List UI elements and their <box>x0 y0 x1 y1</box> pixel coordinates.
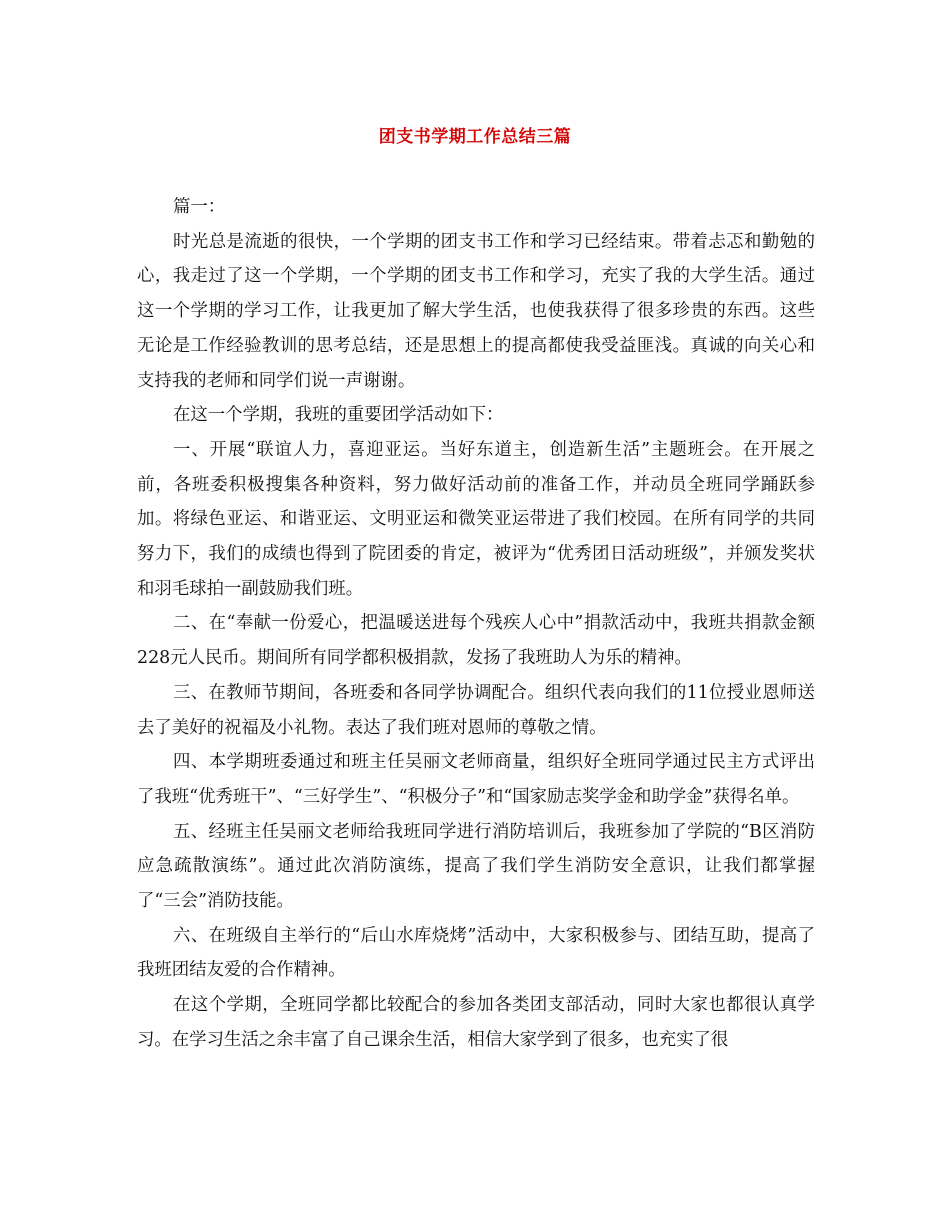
paragraph: 时光总是流逝的很快，一个学期的团支书工作和学习已经结束。带着忐忑和勤勉的心，我走过了这一个学期，一个学期的团支书工作和学习，充实了我的大学生活。通过这一个学期的学习工作，让我更加了解大学生活，也使我获得了很多珍贵的东西。这些无论是工作经验教训的思考总结，还是思想上的提高都使我受益匪浅。真诚的向关心和支持我的老师和同学们说一声谢谢。 <box>137 231 815 391</box>
document-body <box>137 190 815 1058</box>
paragraph: 二、在“奉献一份爱心，把温暖送进每个残疾人心中”捐款活动中，我班共捐款金额228元人民币。期间所有同学都积极捐款，发扬了我班助人为乐的精神。 <box>137 613 815 669</box>
paragraph: 一、开展“联谊人力，喜迎亚运。当好东道主，创造新生活”主题班会。在开展之前，各班委积极搜集各种资料，努力做好活动前的准备工作，并动员全班同学踊跃参加。将绿色亚运、和谐亚运、文明亚运和微笑亚运带进了我们校园。在所有同学的共同努力下，我们的成绩也得到了院团委的肯定，被评为“优秀团日活动班级”，并颁发奖状和羽毛球拍一副鼓励我们班。 <box>137 439 815 599</box>
document-title: 团支书学期工作总结三篇 <box>378 127 572 147</box>
paragraph: 在这一个学期，我班的重要团学活动如下： <box>173 405 504 426</box>
paragraph: 六、在班级自主举行的“后山水库烧烤”活动中，大家积极参与、团结互助，提高了我班团结友爱的合作精神。 <box>137 925 815 981</box>
paragraph: 在这个学期，全班同学都比较配合的参加各类团支部活动，同时大家也都很认真学习。在学习生活之余丰富了自己课余生活，相信大家学到了很多，也充实了很 <box>137 995 815 1050</box>
paragraph: 篇一： <box>173 197 226 217</box>
paragraph: 四、本学期班委通过和班主任吴丽文老师商量，组织好全班同学通过民主方式评出了我班“优秀班干”、“三好学生”、“积极分子”和“国家励志奖学金和助学金”获得名单。 <box>137 752 815 807</box>
paragraph: 五、经班主任吴丽文老师给我班同学进行消防培训后，我班参加了学院的“B区消防应急疏散演练”。通过此次消防演练，提高了我们学生消防安全意识，让我们都掌握了“三会”消防技能。 <box>137 821 815 912</box>
paragraph: 三、在教师节期间，各班委和各同学协调配合。组织代表向我们的11位授业恩师送去了美好的祝福及小礼物。表达了我们班对恩师的尊敬之情。 <box>137 682 815 738</box>
